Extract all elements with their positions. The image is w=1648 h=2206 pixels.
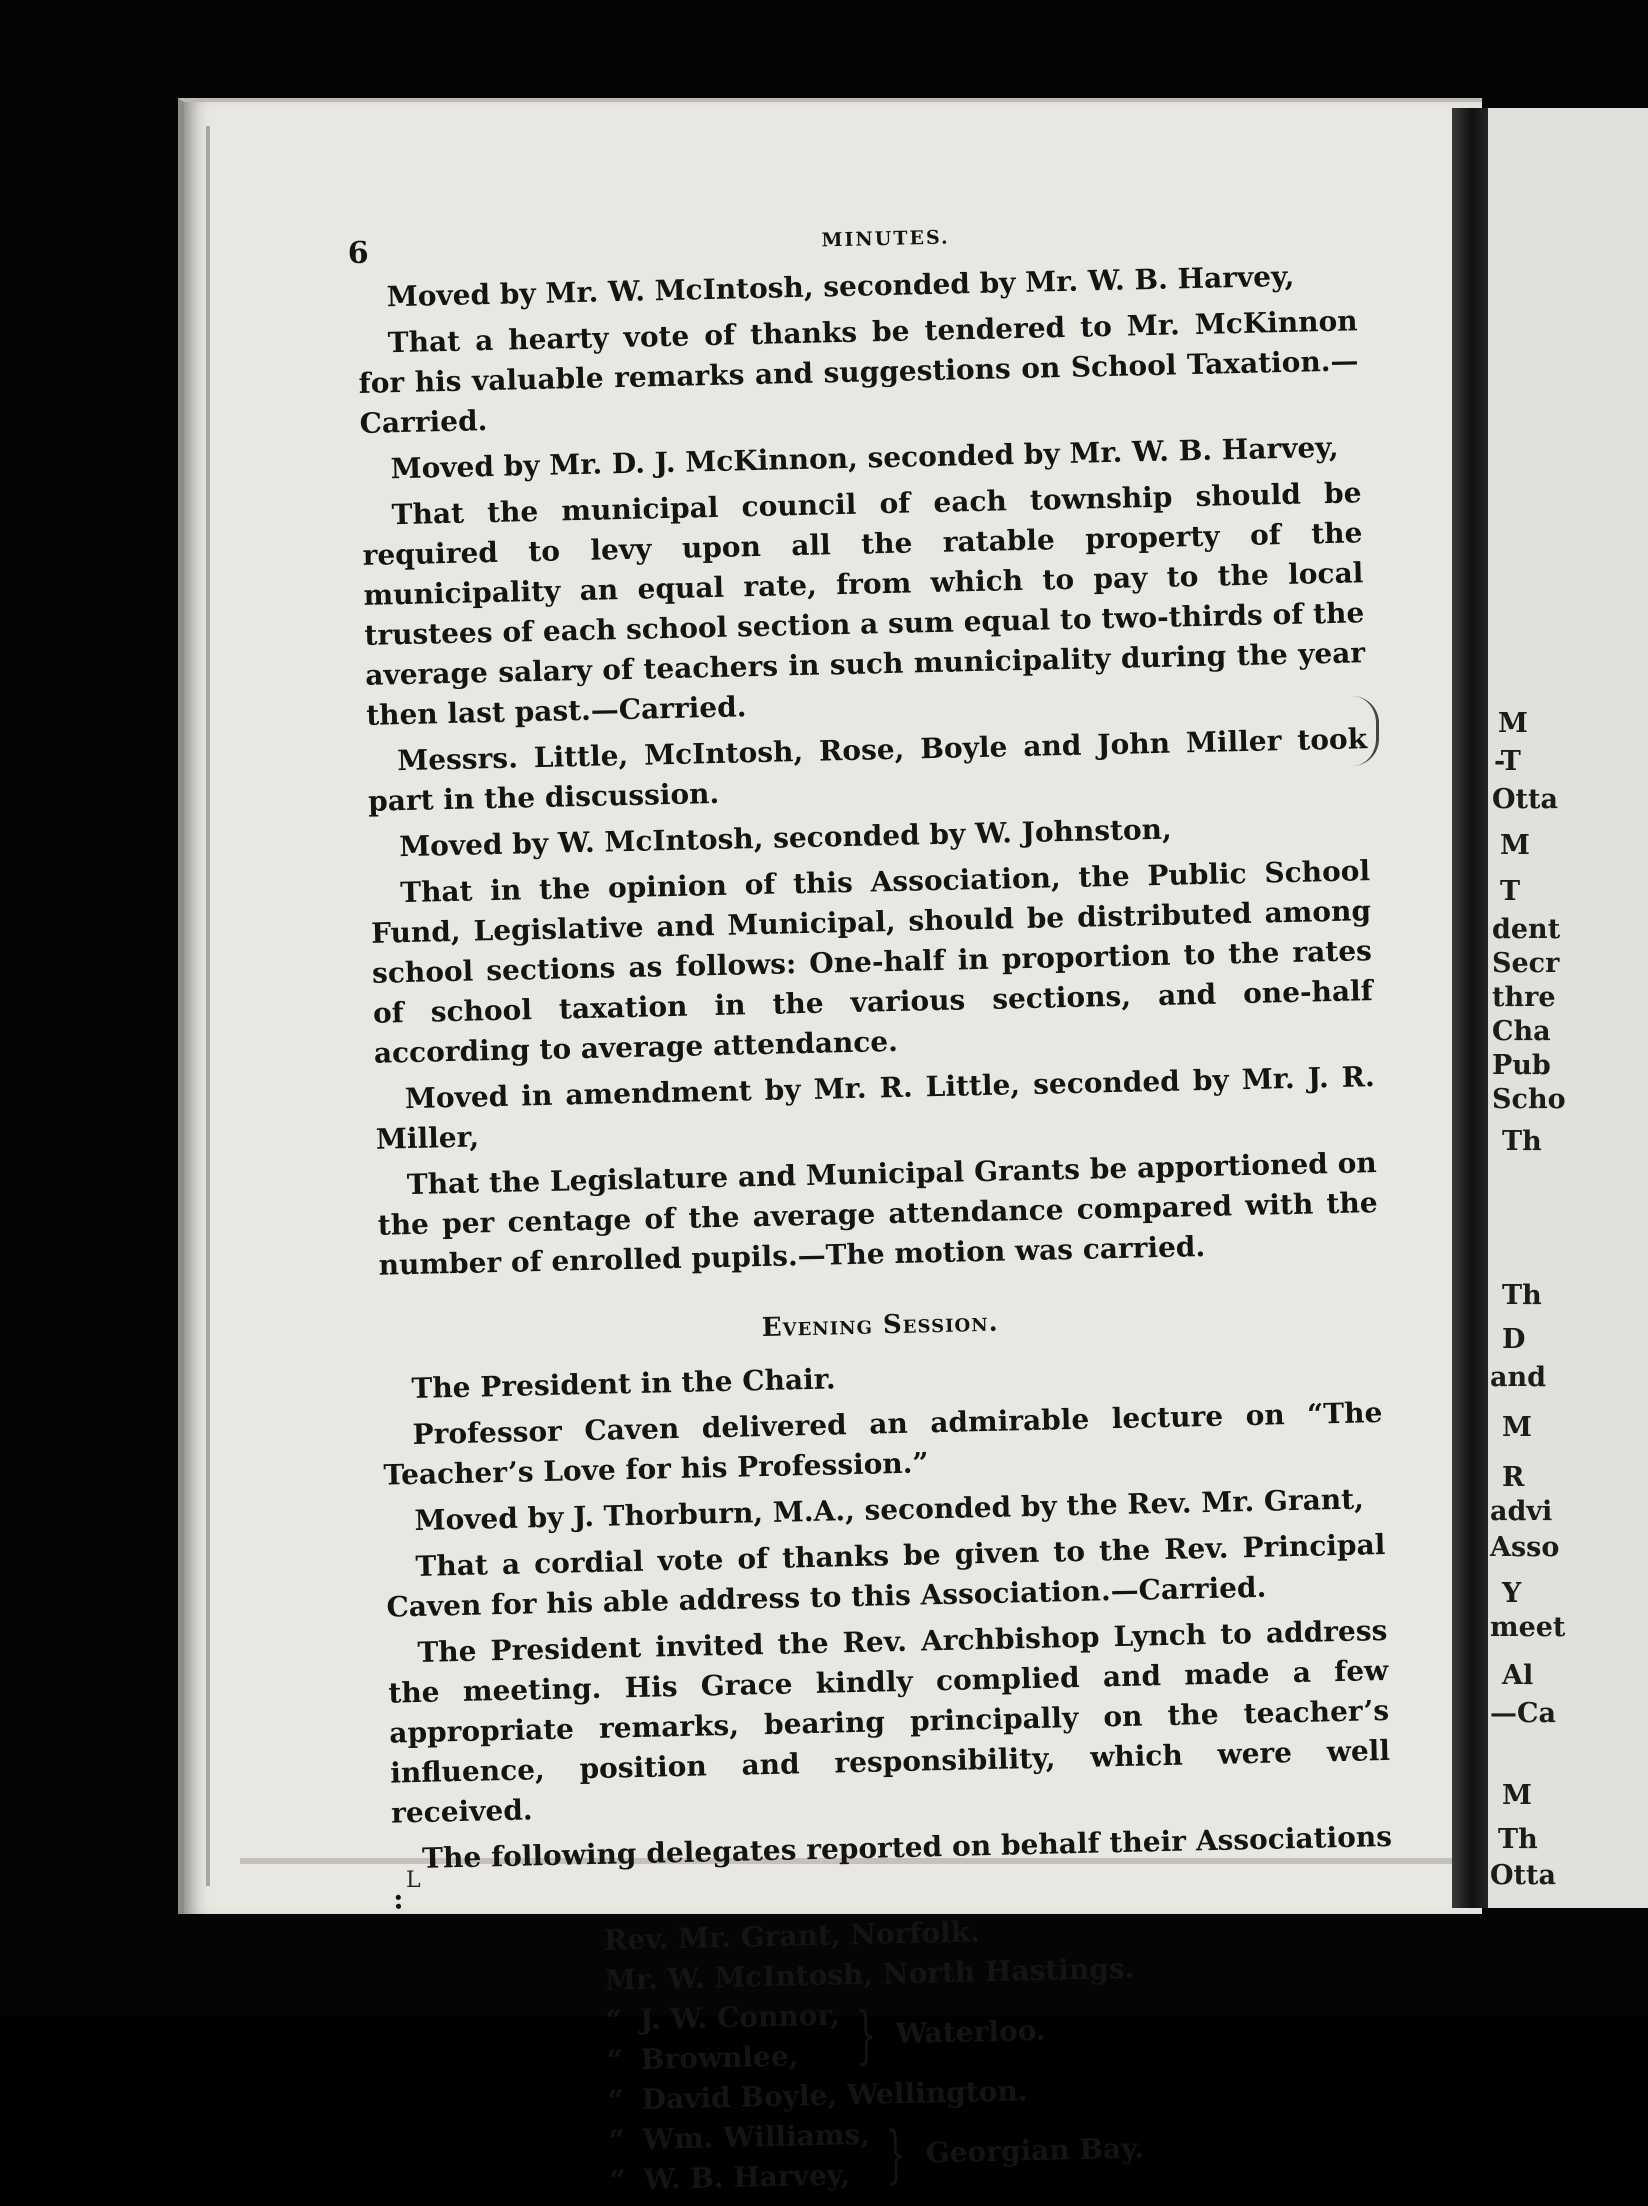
paragraph: The following delegates reported on behalf their Associations :: [392, 1819, 1393, 1916]
right-page-text: Al: [1502, 1660, 1534, 1691]
delegate-name: David Boyle, Wellington.: [641, 2074, 1028, 2116]
page-number: 6: [347, 235, 370, 272]
ditto-mark: “: [608, 2123, 626, 2157]
right-page-text: Th: [1498, 1824, 1538, 1855]
paragraph: Moved by J. Thorburn, M.A., seconded by the Rev. Mr. Grant,: [414, 1482, 1365, 1537]
delegate-entry: Mr. W. McIntosh, North Hastings.: [604, 1951, 1135, 1997]
right-page-text: Asso: [1490, 1532, 1560, 1563]
paragraph: Moved by Mr. W. McIntosh, seconded by Mr. W. B. Harvey,: [386, 259, 1295, 314]
right-page-text: —Ca: [1490, 1698, 1556, 1729]
paragraph: Moved by W. McIntosh, seconded by W. Johnston,: [398, 812, 1173, 864]
right-page-fragment: [1488, 108, 1648, 1908]
corner-mark: L: [406, 1868, 421, 1893]
right-page-text: Scho: [1492, 1084, 1566, 1115]
delegate-name: J. W. Connor,: [639, 1998, 841, 2036]
right-page-text: Y: [1502, 1578, 1522, 1609]
delegate-list: [394, 1903, 1400, 2206]
right-page-text: dent: [1492, 914, 1561, 945]
delegate-entry: [605, 1995, 840, 2040]
ditto-mark: “: [609, 2163, 627, 2197]
delegate-name: W. B. Harvey,: [643, 2158, 851, 2196]
paragraph: Professor Caven delivered an admirable lecture on “The Teacher’s Love for his Profession.”: [383, 1396, 1383, 1492]
paragraph: Moved in amendment by Mr. R. Little, seconded by Mr. J. R. Miller,: [375, 1060, 1376, 1156]
paragraph: The President in the Chair.: [411, 1362, 836, 1406]
ditto-mark: “: [605, 2003, 623, 2037]
right-page-text: thre: [1492, 982, 1556, 1013]
ditto-mark: “: [606, 2043, 624, 2077]
right-page-text: Pub: [1492, 1050, 1551, 1081]
paragraph: Messrs. Little, McIntosh, Rose, Boyle and John Miller took part in the discussion.: [367, 722, 1368, 818]
delegate-association: Georgian Bay.: [925, 2131, 1145, 2170]
delegate-name: Brownlee,: [640, 2039, 799, 2076]
right-page-text: -T: [1494, 746, 1521, 777]
right-page-text: M: [1502, 1780, 1532, 1811]
right-page-text: meet: [1490, 1612, 1566, 1643]
right-page-text: Th: [1502, 1280, 1542, 1311]
right-page-text: and: [1490, 1362, 1547, 1393]
delegate-entry: [606, 2035, 841, 2080]
right-page-text: advi: [1490, 1496, 1553, 1527]
paragraph: Moved by Mr. D. J. McKinnon, seconded by Mr. W. B. Harvey,: [390, 430, 1339, 486]
right-page-text: Cha: [1492, 1016, 1551, 1047]
right-page-text: M: [1502, 1412, 1532, 1443]
delegate-association: Waterloo.: [895, 2013, 1046, 2051]
delegate-name: Wm. Williams,: [642, 2117, 871, 2156]
right-page-text: Otta: [1490, 1860, 1556, 1891]
right-page-text: R: [1502, 1462, 1525, 1493]
paragraph: The President invited the Rev. Archbishop Lynch to address the meeting. His Grace kindly complied and made a few appropriate remarks, bearing principally on the teacher’s influence, position and responsibility, which were well received.: [388, 1613, 1391, 1830]
delegate-entry: Rev. Mr. Grant, Norfolk.: [603, 1915, 981, 1957]
running-head: MINUTES.: [821, 226, 950, 252]
right-page-text: M: [1500, 830, 1530, 861]
delegate-entry: [609, 2155, 871, 2201]
paragraph: That the municipal council of each township should be required to levy upon all the ratable property of the municipality an equal rate, from which to pay to the local trustees of each school section a sum equal to two-thirds of the average salary of teachers in such municipality during the year then last past.—Carried.: [362, 476, 1366, 732]
paragraph: That a cordial vote of thanks be given to the Rev. Principal Caven for his able address to this Association.—Carried.: [386, 1527, 1386, 1624]
paragraph: That the Legislature and Municipal Grants be apportioned on the per centage of the average attendance compared with the number of enrolled pupils.—The motion was carried.: [377, 1146, 1378, 1282]
brace-icon: }: [885, 2117, 907, 2191]
book-gutter: [1452, 108, 1492, 1908]
brace-icon: }: [855, 1997, 877, 2072]
delegate-group-georgian-bay: [608, 2103, 1400, 2201]
right-page-text: Secr: [1492, 948, 1560, 979]
right-page-text: T: [1500, 876, 1521, 907]
page-content: [347, 197, 1400, 2205]
right-page-text: Th: [1502, 1126, 1542, 1157]
right-page-text: M: [1498, 708, 1528, 739]
ditto-mark: “: [607, 2083, 625, 2117]
delegate-entry: [608, 2115, 870, 2161]
page-stack-edge: [206, 126, 210, 1886]
right-page-text: D: [1502, 1324, 1526, 1355]
right-page-text: Otta: [1492, 784, 1558, 815]
paragraph: That in the opinion of this Association, the Public School Fund, Legislative and Municipal, should be distributed among school sections as follows: One-half in proportion to the rates of school taxation in the various sections, and one-half according to average attendance.: [370, 854, 1374, 1070]
paragraph: That a hearty vote of thanks be tendered to Mr. McKinnon for his valuable remarks and suggestions on School Taxation.—Carried.: [358, 304, 1359, 440]
section-heading: Evening Session.: [761, 1307, 1000, 1344]
